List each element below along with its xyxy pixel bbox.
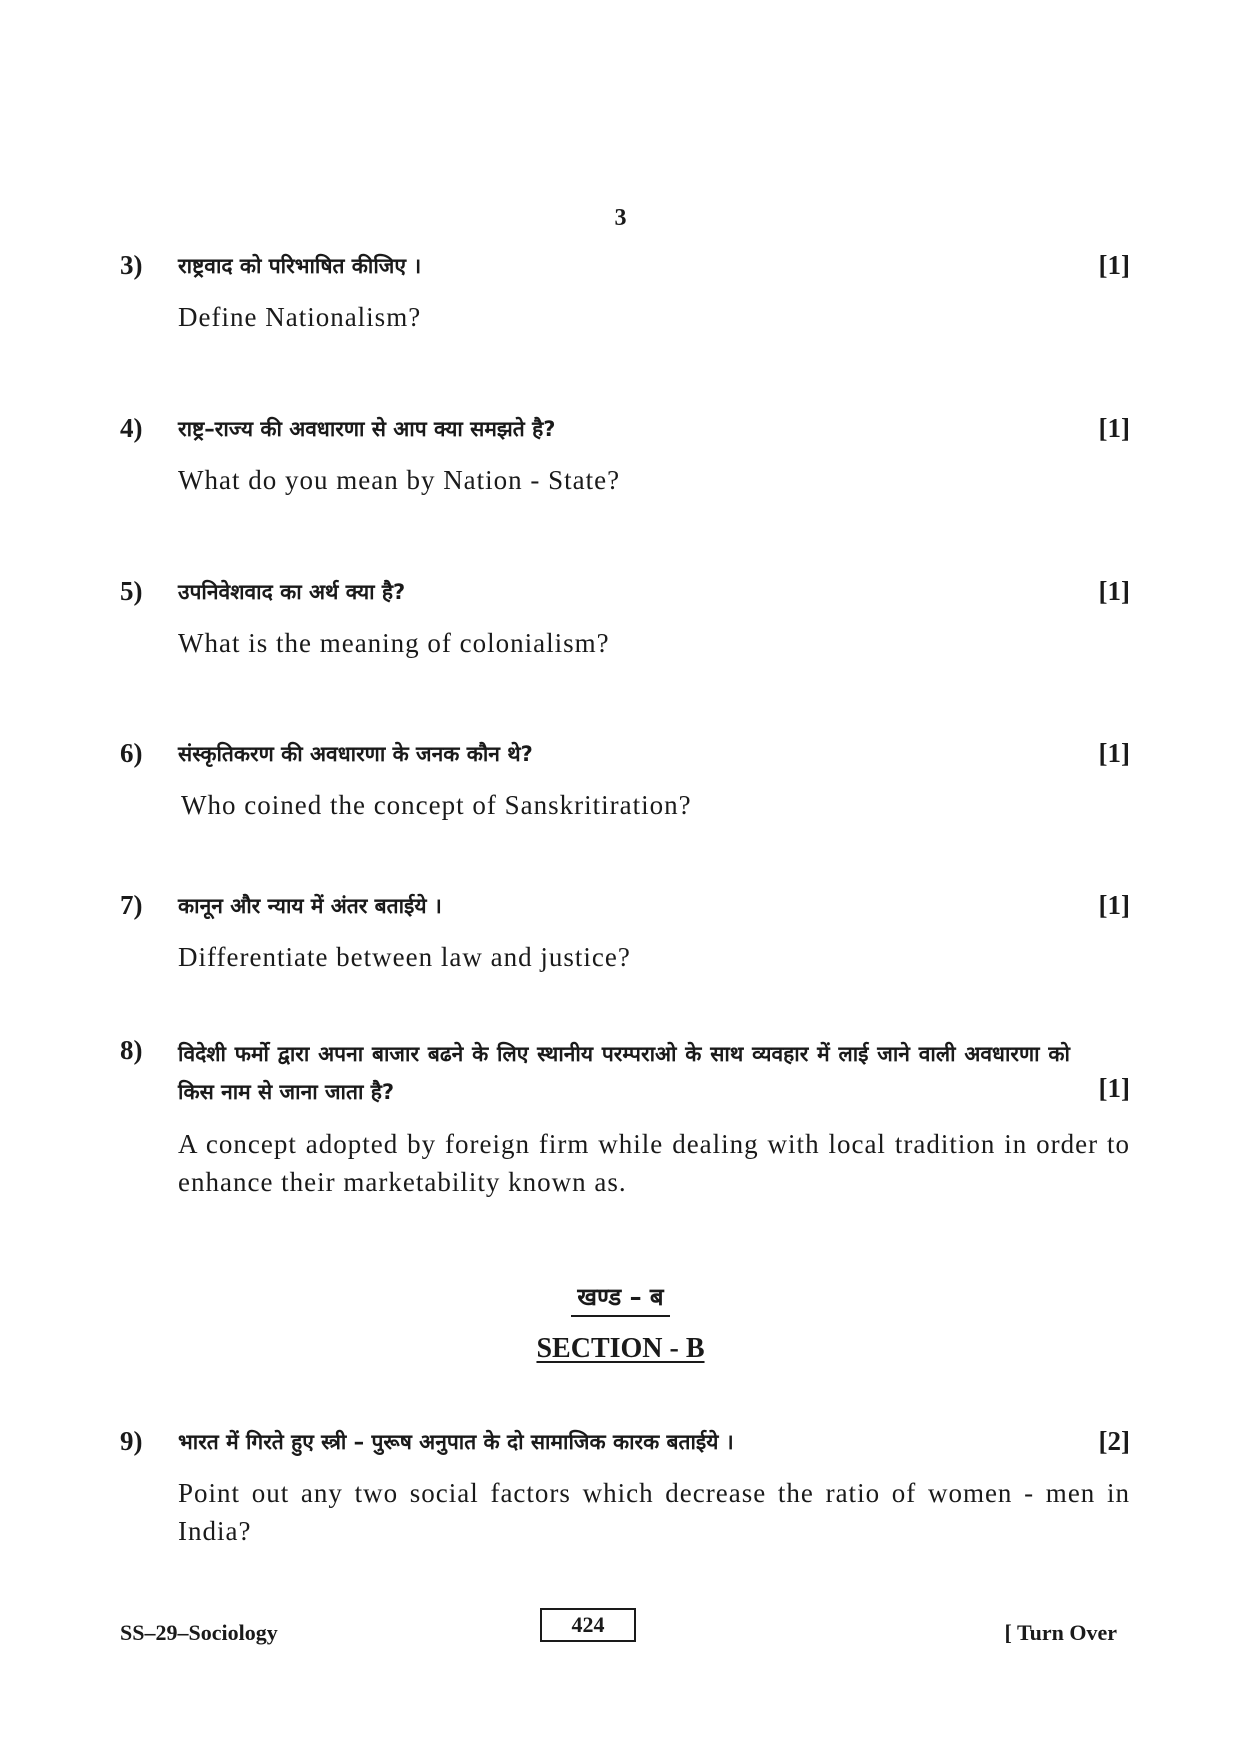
question-english: Point out any two social factors which decrease the ratio of women - men in India?	[178, 1478, 1130, 1546]
question-3	[120, 250, 1130, 336]
question-number: 8)	[120, 1035, 143, 1065]
question-hindi: विदेशी फर्मो द्वारा अपना बाजार बढने के लिए स्थानीय परम्पराओ के साथ व्यवहार में लाई जाने वाली अवधारणा को किस नाम से जाना जाता है?	[178, 1042, 1070, 1104]
question-marks: [1]	[1098, 250, 1130, 280]
question-hindi: उपनिवेशवाद का अर्थ क्या है?	[178, 580, 406, 604]
question-english: A concept adopted by foreign firm while dealing with local tradition in order to enhance their marketability known as.	[178, 1129, 1130, 1197]
section-heading-english-text: SECTION - B	[536, 1333, 705, 1364]
question-5	[120, 576, 1130, 662]
question-marks: [2]	[1098, 1426, 1130, 1456]
question-hindi: संस्कृतिकरण की अवधारणा के जनक कौन थे?	[178, 742, 533, 766]
section-heading-hindi	[0, 1280, 1241, 1313]
question-number: 3)	[120, 250, 143, 280]
question-marks: [1]	[1098, 1073, 1130, 1103]
question-english: Define Nationalism?	[178, 302, 422, 332]
question-4	[120, 413, 1130, 499]
question-english: Differentiate between law and justice?	[178, 942, 631, 972]
turn-over-label: [ Turn Over	[1004, 1620, 1117, 1645]
page-number: 3	[614, 205, 627, 231]
question-english: Who coined the concept of Sanskritiration?	[181, 790, 692, 820]
question-english: What is the meaning of colonialism?	[178, 628, 610, 658]
paper-code: SS–29–Sociology	[120, 1620, 278, 1645]
page-box-number: 424	[540, 1608, 636, 1642]
section-heading-english	[0, 1333, 1241, 1365]
question-number: 4)	[120, 413, 143, 443]
question-number: 5)	[120, 576, 143, 606]
question-6	[120, 738, 1130, 824]
question-marks: [1]	[1098, 413, 1130, 443]
question-hindi: राष्ट्र–राज्य की अवधारणा से आप क्या समझते है?	[178, 417, 556, 441]
question-9	[120, 1426, 1130, 1550]
question-hindi: कानून और न्याय में अंतर बताईये ।	[178, 894, 442, 918]
question-number: 9)	[120, 1426, 143, 1456]
question-number: 6)	[120, 738, 143, 768]
question-7	[120, 890, 1130, 976]
question-8	[120, 1035, 1130, 1201]
question-hindi: राष्ट्रवाद को परिभाषित कीजिए ।	[178, 254, 422, 278]
question-marks: [1]	[1098, 576, 1130, 606]
question-english: What do you mean by Nation - State?	[178, 465, 621, 495]
question-marks: [1]	[1098, 890, 1130, 920]
question-number: 7)	[120, 890, 143, 920]
question-marks: [1]	[1098, 738, 1130, 768]
section-heading-hindi-text: खण्ड – ब	[571, 1283, 669, 1317]
question-hindi: भारत में गिरते हुए स्त्री – पुरूष अनुपात के दो सामाजिक कारक बताईये ।	[178, 1430, 734, 1454]
